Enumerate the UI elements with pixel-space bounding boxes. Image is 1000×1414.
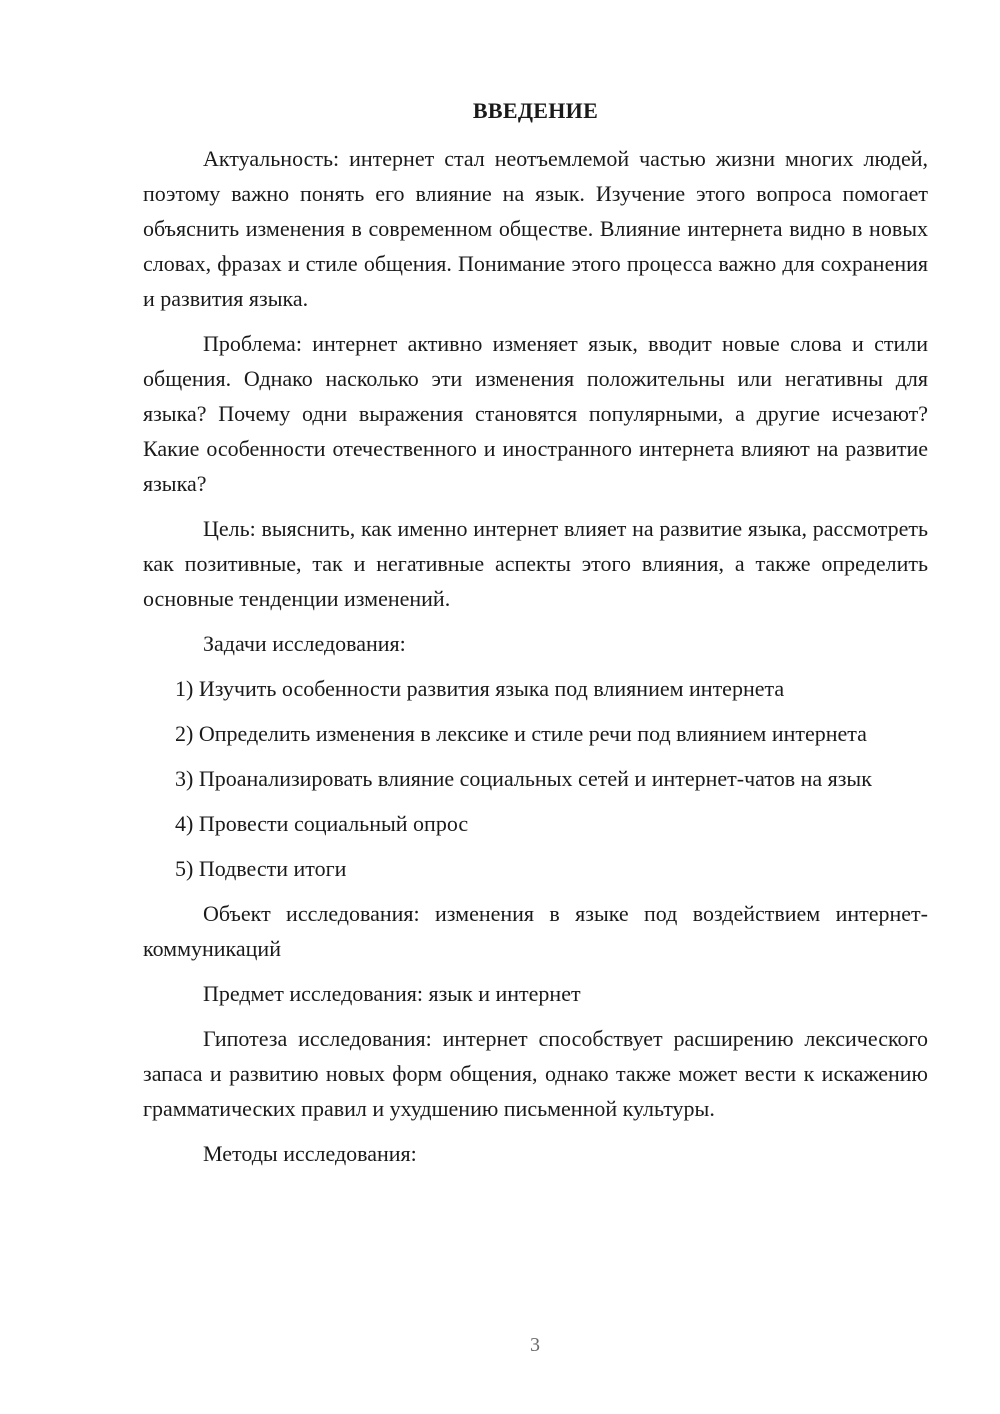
page-number: 3 xyxy=(530,1334,540,1356)
tasks-heading: Задачи исследования: xyxy=(203,631,406,656)
hypothesis-paragraph: Гипотеза исследования: интернет способствует расширению лексического запаса и развитию новых форм общения, однако также может вести к искажению грамматических правил и ухудшению письменной культуры. xyxy=(143,1026,928,1121)
task-item-2: 2) Определить изменения в лексике и стиле речи под влиянием интернета xyxy=(175,721,867,746)
goal-paragraph: Цель: выяснить, как именно интернет влияет на развитие языка, рассмотреть как позитивные, так и негативные аспекты этого влияния, а также определить основные тенденции изменений. xyxy=(143,516,928,611)
task-item-1: 1) Изучить особенности развития языка под влиянием интернета xyxy=(175,676,785,701)
task-item-5: 5) Подвести итоги xyxy=(175,856,347,881)
task-item-3: 3) Проанализировать влияние социальных сетей и интернет-чатов на язык xyxy=(175,766,872,791)
task-item-4: 4) Провести социальный опрос xyxy=(175,811,469,836)
page-body xyxy=(143,96,928,1171)
problem-paragraph: Проблема: интернет активно изменяет язык, вводит новые слова и стили общения. Однако насколько эти изменения положительны или негативны для языка? Почему одни выражения становятся популярными, а другие исчезают? Какие особенности отечественного и иностранного интернета влияют на развитие языка? xyxy=(143,331,928,496)
relevance-paragraph: Актуальность: интернет стал неотъемлемой частью жизни многих людей, поэтому важно понять его влияние на язык. Изучение этого вопроса помогает объяснить изменения в современном обществе. Влияние интернета видно в новых словах, фразах и стиле общения. Понимание этого процесса важно для сохранения и развития языка. xyxy=(143,146,928,311)
methods-heading: Методы исследования: xyxy=(203,1141,417,1166)
section-title: ВВЕДЕНИЕ xyxy=(472,98,599,123)
subject-paragraph: Предмет исследования: язык и интернет xyxy=(203,981,581,1006)
object-paragraph: Объект исследования: изменения в языке под воздействием интернет-коммуникаций xyxy=(143,901,928,961)
